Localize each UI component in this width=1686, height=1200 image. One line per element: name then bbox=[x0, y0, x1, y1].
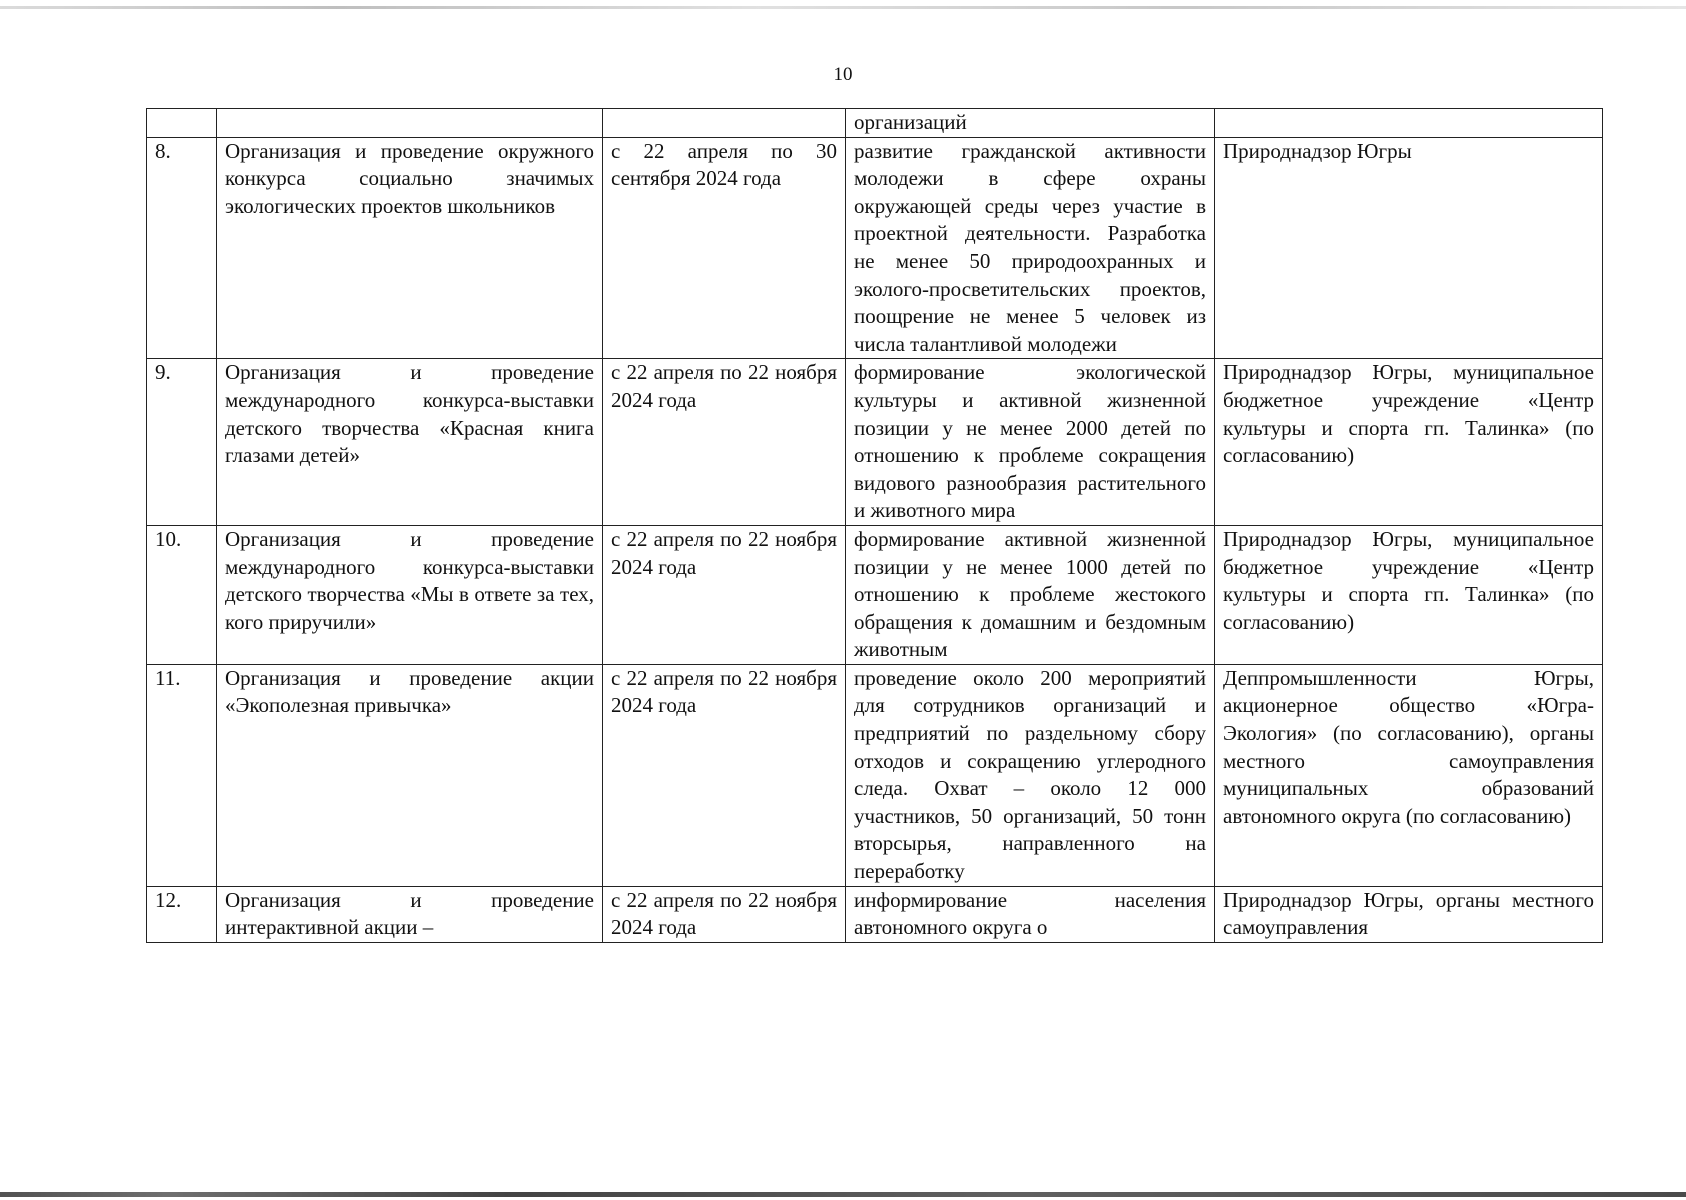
cell-dates: с 22 апреля по 22 ноября 2024 года bbox=[603, 886, 846, 942]
table-row bbox=[147, 886, 1603, 942]
cell-dates: с 22 апреля по 30 сентября 2024 года bbox=[603, 137, 846, 359]
cell-responsible: Природнадзор Югры, муниципальное бюджетное учреждение «Центр культуры и спорта гп. Талинка» (по согласованию) bbox=[1215, 525, 1603, 664]
cell-result: информирование населения автономного округа о bbox=[846, 886, 1215, 942]
cell-responsible: Деппромышленности Югры, акционерное общество «Югра-Экология» (по согласованию), органы местного самоуправления муниципальных образований автономного округа (по согласованию) bbox=[1215, 664, 1603, 886]
cell-event: Организация и проведение международного конкурса-выставки детского творчества «Мы в ответе за тех, кого приручили» bbox=[217, 525, 603, 664]
cell-result: организаций bbox=[846, 109, 1215, 138]
cell-num: 12. bbox=[147, 886, 217, 942]
cell-result: развитие гражданской активности молодежи в сфере охраны окружающей среды через участие в проектной деятельности. Разработка не менее 50 природоохранных и эколого-просветительских проектов, поощрение не менее 5 человек из числа талантливой молодежи bbox=[846, 137, 1215, 359]
cell-num: 9. bbox=[147, 359, 217, 526]
cell-num: 10. bbox=[147, 525, 217, 664]
page-number: 10 bbox=[833, 64, 853, 85]
cell-dates: с 22 апреля по 22 ноября 2024 года bbox=[603, 664, 846, 886]
cell-dates: с 22 апреля по 22 ноября 2024 года bbox=[603, 359, 846, 526]
cell-event: Организация и проведение акции «Экополезная привычка» bbox=[217, 664, 603, 886]
cell-responsible: Природнадзор Югры, органы местного самоуправления bbox=[1215, 886, 1603, 942]
cell-event bbox=[217, 109, 603, 138]
cell-dates bbox=[603, 109, 846, 138]
cell-result: формирование активной жизненной позиции у не менее 1000 детей по отношению к проблеме жестокого обращения к домашним и бездомным животным bbox=[846, 525, 1215, 664]
cell-responsible: Природнадзор Югры bbox=[1215, 137, 1603, 359]
cell-num bbox=[147, 109, 217, 138]
table-row bbox=[147, 525, 1603, 664]
table-row bbox=[147, 137, 1603, 359]
cell-responsible: Природнадзор Югры, муниципальное бюджетное учреждение «Центр культуры и спорта гп. Талинка» (по согласованию) bbox=[1215, 359, 1603, 526]
table-row-continuation bbox=[147, 109, 1603, 138]
cell-result: проведение около 200 мероприятий для сотрудников организаций и предприятий по раздельному сбору отходов и сокращению углеродного следа. Охват – около 12 000 участников, 50 организаций, 50 тонн вторсырья, направленного на переработку bbox=[846, 664, 1215, 886]
table-row bbox=[147, 664, 1603, 886]
cell-event: Организация и проведение интерактивной акции – bbox=[217, 886, 603, 942]
cell-event: Организация и проведение международного конкурса-выставки детского творчества «Красная книга глазами детей» bbox=[217, 359, 603, 526]
cell-result: формирование экологической культуры и активной жизненной позиции у не менее 2000 детей по отношению к проблеме сокращения видового разнообразия растительного и животного мира bbox=[846, 359, 1215, 526]
cell-event: Организация и проведение окружного конкурса социально значимых экологических проектов школьников bbox=[217, 137, 603, 359]
cell-num: 8. bbox=[147, 137, 217, 359]
cell-responsible bbox=[1215, 109, 1603, 138]
table-row bbox=[147, 359, 1603, 526]
cell-dates: с 22 апреля по 22 ноября 2024 года bbox=[603, 525, 846, 664]
cell-num: 11. bbox=[147, 664, 217, 886]
scan-edge-top bbox=[0, 6, 1686, 9]
events-table bbox=[146, 108, 1603, 943]
scan-edge-bottom bbox=[0, 1192, 1686, 1197]
